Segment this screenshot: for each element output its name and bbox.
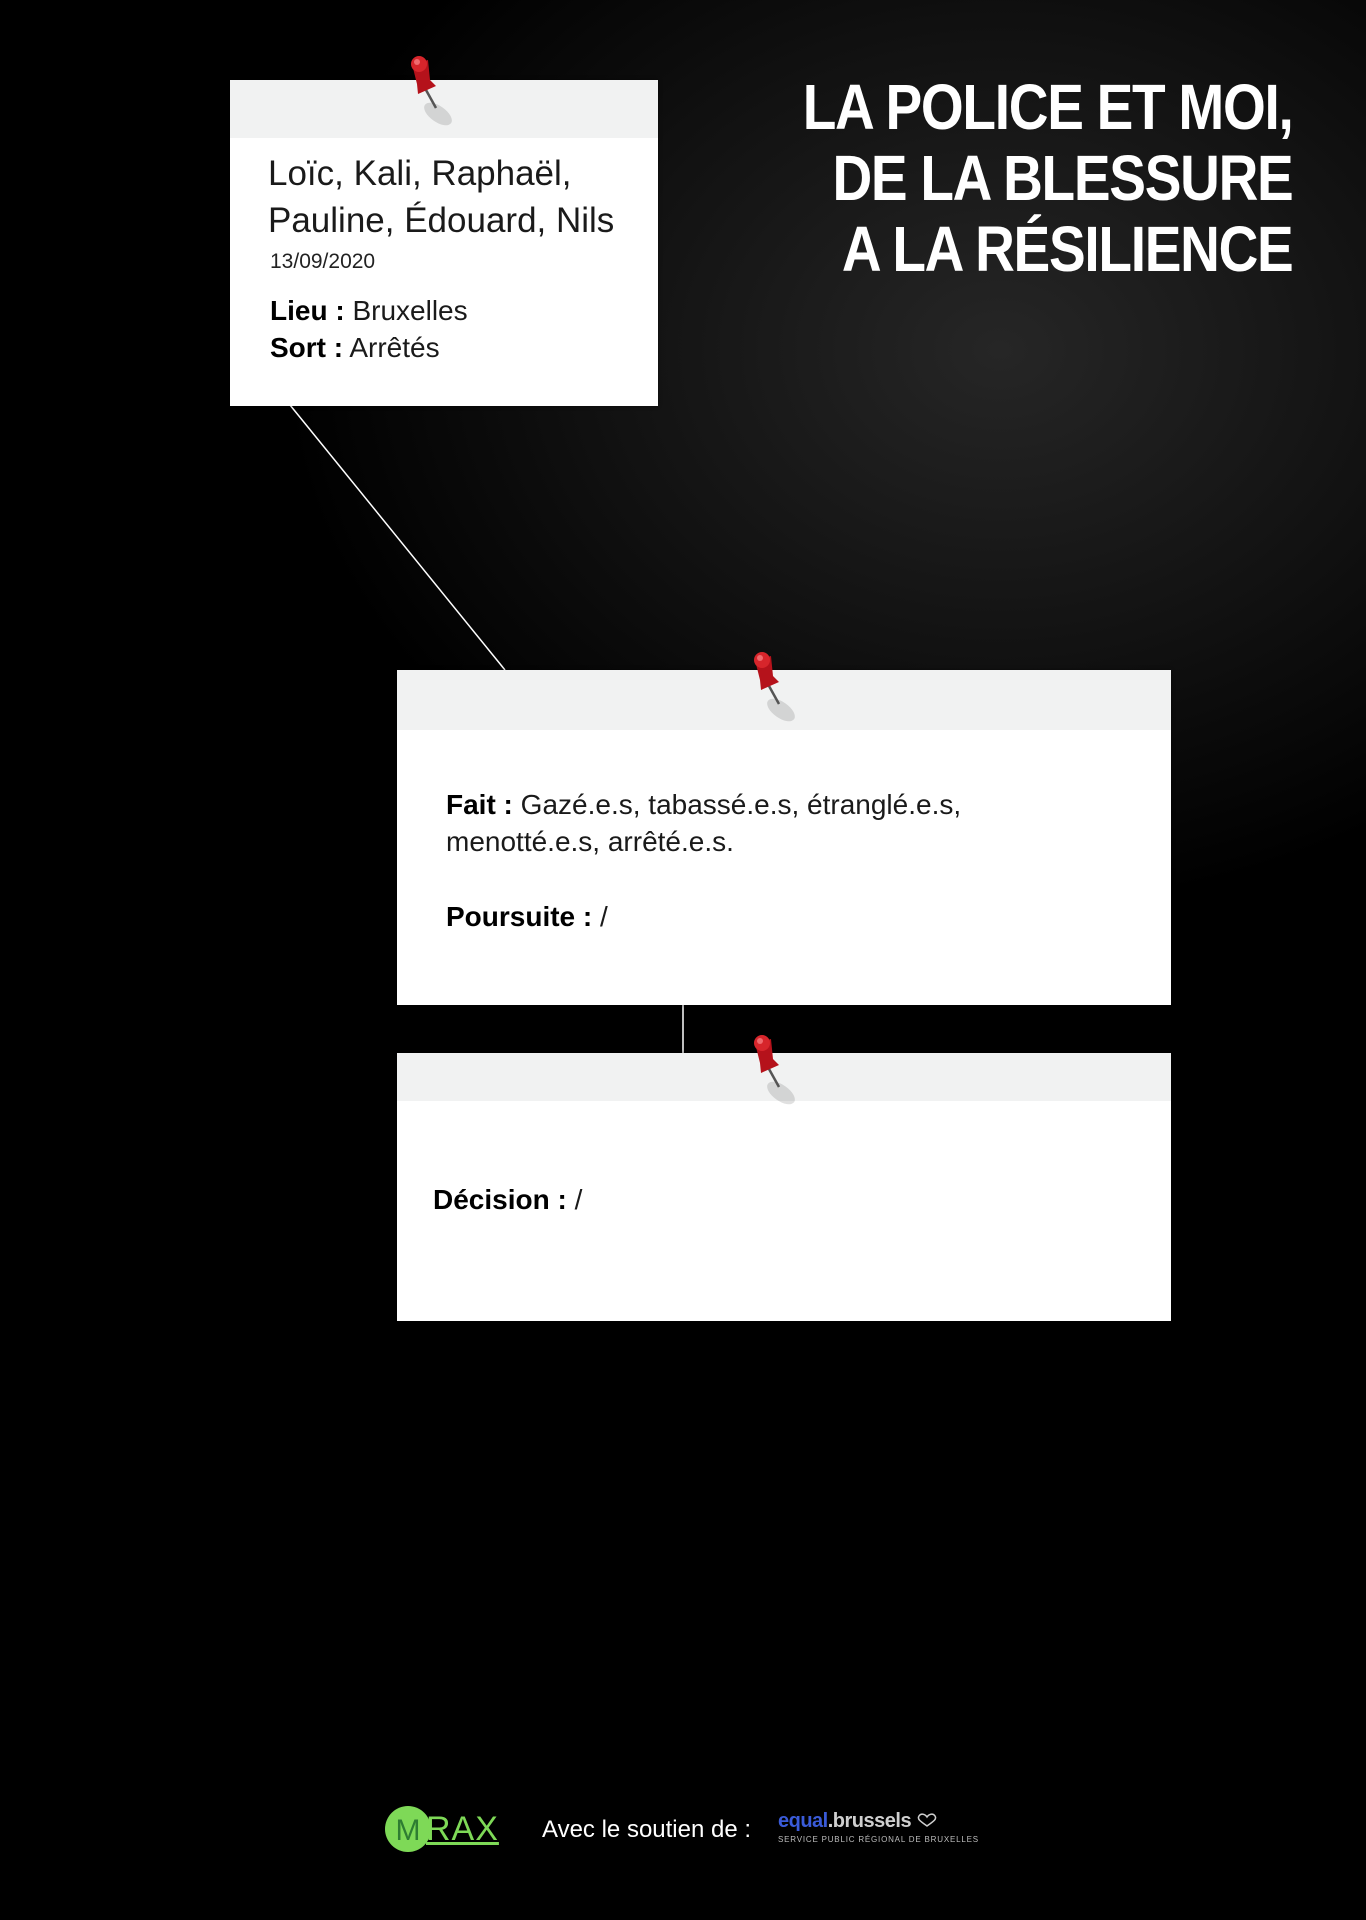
equal-brussels-wordmark bbox=[778, 1810, 998, 1833]
equal-subtitle: SERVICE PUBLIC RÉGIONAL DE BRUXELLES bbox=[778, 1835, 979, 1844]
equal-wordmark-part2: .brussels bbox=[827, 1810, 912, 1832]
mrax-text: RAX bbox=[426, 1810, 499, 1848]
sort-label: Sort : bbox=[270, 332, 344, 363]
decision-field bbox=[433, 1181, 582, 1218]
footer bbox=[0, 1800, 1366, 1860]
poursuite-field bbox=[446, 898, 608, 935]
equal-wordmark-part1: equal bbox=[778, 1810, 828, 1832]
fait-value: Gazé.e.s, tabassé.e.s, étranglé.e.s, menotté.e.s, arrêté.e.s. bbox=[446, 789, 962, 857]
decision-value: / bbox=[574, 1184, 583, 1215]
poster-title bbox=[802, 72, 1292, 285]
lieu-value: Bruxelles bbox=[352, 295, 468, 326]
mrax-logo bbox=[384, 1804, 512, 1854]
victims-card bbox=[230, 80, 658, 406]
connector-line-card1-card2 bbox=[290, 405, 505, 670]
poursuite-label: Poursuite : bbox=[446, 901, 593, 932]
poursuite-value: / bbox=[600, 901, 608, 932]
decision-card bbox=[397, 1053, 1171, 1321]
equal-heart-icon bbox=[916, 1813, 938, 1827]
mrax-circle-icon bbox=[384, 1804, 432, 1854]
push-pin-icon bbox=[400, 52, 470, 132]
title-line-2: DE LA BLESSURE bbox=[831, 142, 1292, 214]
decision-label: Décision : bbox=[433, 1184, 567, 1215]
push-pin-icon bbox=[743, 1031, 813, 1111]
incident-date: 13/09/2020 bbox=[270, 250, 376, 273]
title-line-1: LA POLICE ET MOI, bbox=[802, 71, 1292, 143]
victim-names-line-1: Loïc, Kali, Raphaël, bbox=[268, 154, 572, 193]
title-line-3: A LA RÉSILIENCE bbox=[841, 213, 1292, 285]
fait-field bbox=[446, 786, 1086, 860]
lieu-label: Lieu : bbox=[270, 295, 345, 326]
facts-card bbox=[397, 670, 1171, 1005]
victim-names bbox=[268, 150, 658, 244]
lieu-field bbox=[270, 292, 468, 329]
support-text: Avec le soutien de : bbox=[542, 1816, 752, 1843]
mrax-letter: M bbox=[395, 1814, 421, 1847]
fait-label: Fait : bbox=[446, 789, 513, 820]
sort-field bbox=[270, 329, 440, 366]
sort-value: Arrêtés bbox=[349, 332, 440, 363]
victim-names-line-2: Pauline, Édouard, Nils bbox=[268, 201, 615, 240]
equal-brussels-logo bbox=[778, 1810, 998, 1844]
push-pin-icon bbox=[743, 648, 813, 728]
